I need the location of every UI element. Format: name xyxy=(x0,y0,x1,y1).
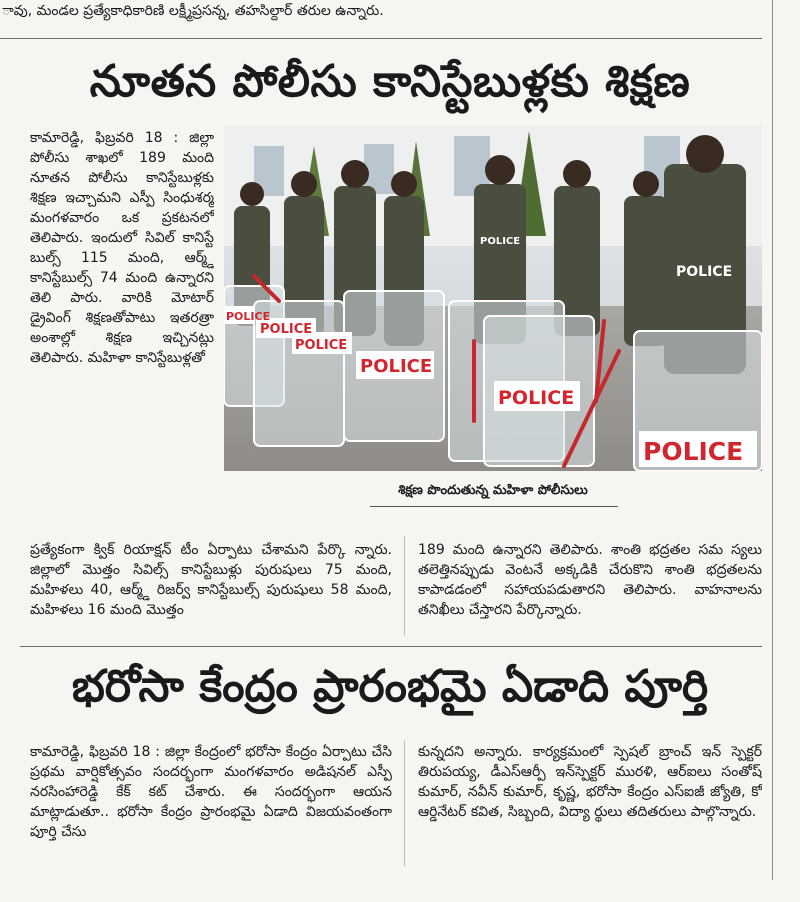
article1-bottom-right: 189 మంది ఉన్నారని తెలిపారు. శాంతి భద్రతల సమ స్యలు తలెత్తినప్పుడు వెంటనే అక్కడికి చేరుకొని శాంతి భద్రతలను కాపాడడంలో సహాయపడుతారని తెలిపారు. వాహనాలను తనిఖీలు చేస్తారని పేర్కొన్నారు. xyxy=(418,542,762,618)
shield-label: POLICE xyxy=(226,310,271,323)
previous-article-tail: ావు, మండల ప్రత్యేకాధికారిణి లక్ష్మీప్రసన్న, తహసిల్దార్ తరుల ఉన్నారు. xyxy=(2,3,384,19)
column-divider xyxy=(404,740,405,866)
shield-label: POLICE xyxy=(498,387,575,409)
article1-photo xyxy=(224,126,762,471)
shield-label: POLICE xyxy=(260,322,313,337)
svg-text:POLICE: POLICE xyxy=(480,236,521,247)
column-divider xyxy=(404,536,405,636)
article1-bottom-left: ప్రత్యేకంగా క్విక్ రియాక్షన్ టీం ఏర్పాటు చేశామని పేర్కొ న్నారు. జిల్లాలో మొత్తం సివిల్స్ కానిస్టేబుళ్లు పురుషులు 75 మంది, మహిళలు 40, ఆర్మ్డ్ రిజర్వ్ కానిస్టేబుల్స్ పురుషులు 58 మంది, మహిళలు 16 మంది మొత్తం xyxy=(30,542,392,618)
shield-label: POLICE xyxy=(295,338,348,353)
top-divider xyxy=(0,38,762,39)
article1-left-column: కామారెడ్డి, ఫిబ్రవరి 18 : జిల్లా పోలీసు శాఖలో 189 మంది నూతన పోలీసు కానిస్టేబుళ్లకు శిక్షణ ఇచ్చామని ఎస్పీ సింధుశర్మ మంగళవారం ఒక ప్రకటనలో తెలిపారు. ఇందులో సివిల్ కానిస్టే బుల్స్ 115 మంది, ఆర్మ్డ్ కానిస్టేబుల్స్ 74 మంది ఉన్నారని తెలి పారు. వారికి మోటార్ డ్రైవింగ్ శిక్షణతోపాటు ఇతరత్రా అంశాల్లో శిక్షణ ఇచ్చినట్లు తెలిపారు. మహిళా కానిస్టేబుళ్లతో xyxy=(30,130,214,366)
article-divider xyxy=(20,646,762,647)
caption-underline xyxy=(370,506,618,507)
article1-headline: నూతన పోలీసు కానిస్టేబుళ్లకు శిక్షణ xyxy=(89,56,691,107)
article2-right-column: కున్నదని అన్నారు. కార్యక్రమంలో స్పెషల్ బ్రాంచ్ ఇన్ స్పెక్టర్ తిరుపయ్య, డీఎస్ఆర్పీ ఇన్‌స్పెక్టర్ మురళి, ఆర్ఐలు సంతోష్ కుమార్, నవీన్ కుమార్, కృష్ణ, భరోసా కేంద్రం ఎస్ఐజీ జ్యోతి, కో ఆర్డినేటర్ కవిత, సిబ్బంది, విద్యా ర్థులు తదితరులు పాల్గొన్నారు. xyxy=(418,744,762,820)
article2-left-column: కామారెడ్డి, ఫిబ్రవరి 18 : జిల్లా కేంద్రంలో భరోసా కేంద్రం ఏర్పాటు చేసి ప్రథమ వార్షికోత్సవం సందర్భంగా మంగళవారం అడిషనల్ ఎస్పీ నరసింహారెడ్డి కేక్ కట్ చేశారు. ఈ సందర్భంగా ఆయన మాట్లాడుతూ.. భరోసా కేంద్రం ప్రారంభమై ఏడాది విజయవంతంగా పూర్తి చేసు xyxy=(30,744,392,840)
shield-label: POLICE xyxy=(360,356,433,377)
photo-caption: శిక్షణ పొందుతున్న మహిళా పోలీసులు xyxy=(398,483,588,498)
svg-text:POLICE: POLICE xyxy=(676,264,733,280)
women-police-training-image xyxy=(224,126,762,471)
shield-label: POLICE xyxy=(643,437,744,466)
article2-headline: భరోసా కేంద్రం ప్రారంభమై ఏడాది పూర్తి xyxy=(71,661,709,712)
page-edge xyxy=(772,0,773,880)
